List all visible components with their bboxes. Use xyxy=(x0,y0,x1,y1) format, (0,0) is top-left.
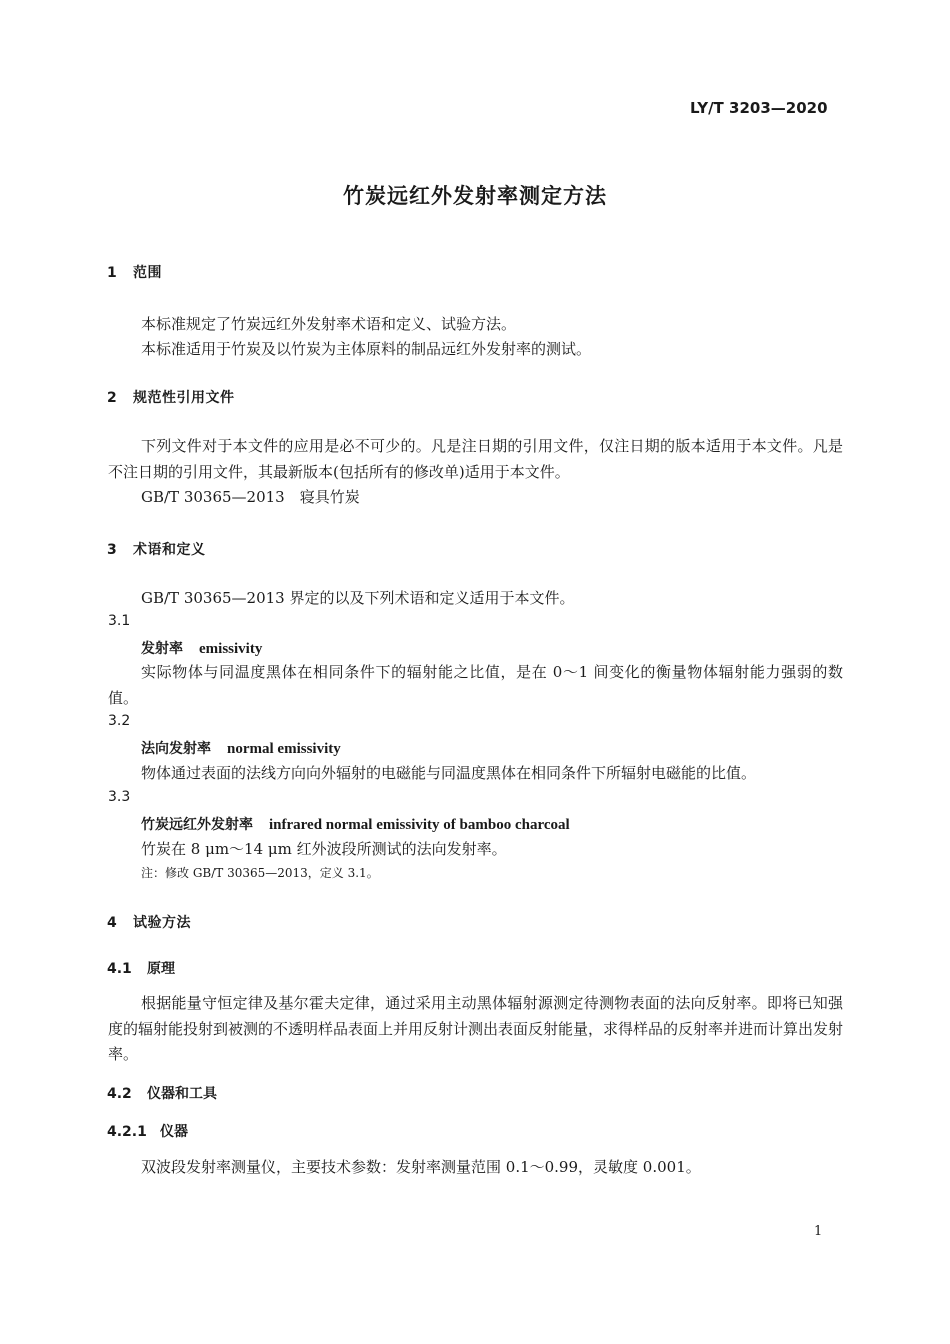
subsection-4-2-1-heading xyxy=(107,1121,188,1141)
section-2-heading xyxy=(107,387,235,407)
section-number: 1 xyxy=(107,265,118,281)
clause-number: 3.3 xyxy=(108,789,131,805)
term-definition: 实际物体与同温度黑体在相同条件下的辐射能之比值，是在 0～1 间变化的衡量物体辐射能力强弱的数值。 xyxy=(108,663,843,707)
paragraph: 本标准适用于竹炭及以竹炭为主体原料的制品远红外发射率的测试。 xyxy=(141,340,592,358)
paragraph: 根据能量守恒定律及基尔霍夫定律，通过采用主动黑体辐射源测定待测物表面的法向反射率。即将已知强度的辐射能投射到被测的不透明样品表面上并用反射计测出表面反射能量，求得样品的反射率并进而计算出发射率。 xyxy=(108,994,844,1063)
subsection-title: 仪器和工具 xyxy=(147,1086,217,1102)
term-definition: 物体通过表面的法线方向向外辐射的电磁能与同温度黑体在相同条件下所辐射电磁能的比值。 xyxy=(141,764,757,782)
section-title: 试验方法 xyxy=(133,915,191,931)
term-definition: 竹炭在 8 μm～14 μm 红外波段所测试的法向发射率。 xyxy=(141,840,507,858)
subsection-title: 仪器 xyxy=(160,1124,188,1140)
standard-code: LY/T 3203—2020 xyxy=(690,99,828,117)
term-heading xyxy=(141,638,262,658)
subsection-4-2-heading xyxy=(107,1083,217,1103)
clause-number: 3.2 xyxy=(108,713,131,729)
term-heading xyxy=(141,814,570,834)
section-4-heading xyxy=(107,912,191,932)
term-zh: 发射率 xyxy=(141,641,183,657)
term-en: normal emissivity xyxy=(227,741,341,757)
section-number: 3 xyxy=(107,542,118,558)
section-number: 4 xyxy=(107,915,118,931)
subsection-number: 4.2 xyxy=(107,1086,132,1102)
paragraph: 下列文件对于本文件的应用是必不可少的。凡是注日期的引用文件，仅注日期的版本适用于本文件。凡是不注日期的引用文件，其最新版本(包括所有的修改单)适用于本文件。 xyxy=(108,437,843,481)
term-en: infrared normal emissivity of bamboo charcoal xyxy=(269,817,570,833)
term-heading xyxy=(141,738,341,758)
document-title: 竹炭远红外发射率测定方法 xyxy=(343,184,607,208)
paragraph: 双波段发射率测量仪，主要技术参数：发射率测量范围 0.1～0.99，灵敏度 0.001。 xyxy=(141,1158,701,1176)
page-number: 1 xyxy=(814,1224,823,1239)
paragraph: 本标准规定了竹炭远红外发射率术语和定义、试验方法。 xyxy=(141,315,517,333)
note: 注：修改 GB/T 30365—2013，定义 3.1。 xyxy=(141,866,379,880)
term-en: emissivity xyxy=(199,641,263,657)
section-title: 规范性引用文件 xyxy=(133,390,235,406)
term-zh: 法向发射率 xyxy=(141,741,211,757)
normative-reference: GB/T 30365—2013 寝具竹炭 xyxy=(141,488,360,506)
section-1-heading xyxy=(107,262,162,282)
paragraph: GB/T 30365—2013 界定的以及下列术语和定义适用于本文件。 xyxy=(141,589,575,607)
subsection-number: 4.2.1 xyxy=(107,1124,147,1140)
clause-number: 3.1 xyxy=(108,613,131,629)
section-3-heading xyxy=(107,539,206,559)
subsection-number: 4.1 xyxy=(107,961,132,977)
subsection-4-1-heading xyxy=(107,958,175,978)
section-title: 术语和定义 xyxy=(133,542,206,558)
subsection-title: 原理 xyxy=(147,961,175,977)
section-title: 范围 xyxy=(133,265,162,281)
term-zh: 竹炭远红外发射率 xyxy=(141,817,253,833)
section-number: 2 xyxy=(107,390,118,406)
